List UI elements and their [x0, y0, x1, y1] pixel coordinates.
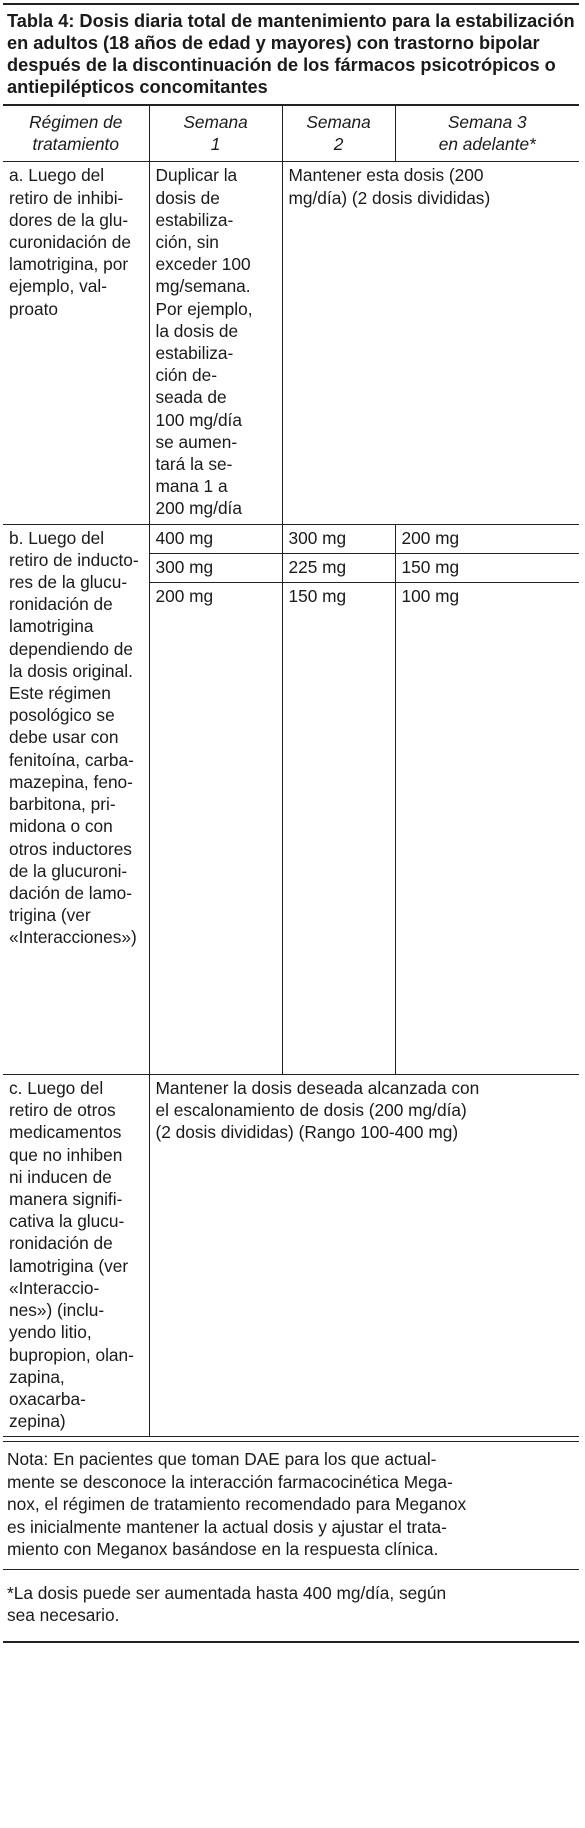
row-b-2-week-1: 300 mg: [149, 553, 282, 582]
row-b-1-week-3: 200 mg: [395, 524, 579, 553]
row-b-label: b. Luego del retiro de inducto- res de la glucu- ronidación de lamotrigina dependiendo de la dosis original. Este régimen posológico se debe usar con fenitoína, carba- mazepina, feno- barbitona, pri- midona o con otros inductores de la glucuroni- dación de lamo- trigina (ver «Interacciones»): [3, 524, 149, 1074]
table-footnote: *La dosis puede ser aumentada hasta 400 mg/día, según sea necesario.: [3, 1574, 579, 1643]
table-row-a: [3, 162, 579, 524]
document-page: [3, 3, 579, 1643]
header-row: [3, 106, 579, 162]
row-b-2-week-2: 225 mg: [282, 553, 395, 582]
row-b-2-week-3: 150 mg: [395, 553, 579, 582]
header-week-1: Semana 1: [149, 106, 282, 162]
table-row-c: [3, 1075, 579, 1437]
table-title: Tabla 4: Dosis diaria total de mantenimiento para la estabilización en adultos (18 años de edad y mayores) con trastorno bipolar después de la discontinuación de los fármacos psicotrópicos o antiepilépticos concomitantes: [3, 3, 579, 106]
row-a-week-1: Duplicar la dosis de estabiliza- ción, sin exceder 100 mg/semana. Por ejemplo, la dosis de estabiliza- ción de- seada de 100 mg/día se aumen- tará la se- mana 1 a 200 mg/día: [149, 162, 282, 524]
header-week-3: Semana 3 en adelante*: [395, 106, 579, 162]
row-c-dose: Mantener la dosis deseada alcanzada con el escalonamiento de dosis (200 mg/día) (2 dosis divididas) (Rango 100-400 mg): [149, 1075, 579, 1437]
row-c-label: c. Luego del retiro de otros medicamentos que no inhiben ni inducen de manera signifi- cativa la glucu- ronidación de lamotrigina (ver «Interaccio- nes») (inclu- yendo litio, bupropion, olan- zapina, oxacarba- zepina): [3, 1075, 149, 1437]
header-regimen: Régimen de tratamiento: [3, 106, 149, 162]
table-note: Nota: En pacientes que toman DAE para los que actual- mente se desconoce la interacción farmacocinética Mega- nox, el régimen de tratamiento recomendado para Meganox es inicialmente mantener la actual dosis y ajustar el trata- miento con Meganox basándose en la respuesta clínica.: [3, 1441, 579, 1570]
row-b-1-week-1: 400 mg: [149, 524, 282, 553]
row-b-3-week-3: 100 mg: [395, 583, 579, 1075]
row-b-3-week-2: 150 mg: [282, 583, 395, 1075]
table-row-b-1: [3, 524, 579, 553]
row-a-week-2-3: Mantener esta dosis (200 mg/día) (2 dosis divididas): [282, 162, 579, 524]
header-week-2: Semana 2: [282, 106, 395, 162]
row-a-label: a. Luego del retiro de inhibi- dores de la glu- curonidación de lamotrigina, por ejemplo, val- proato: [3, 162, 149, 524]
row-b-1-week-2: 300 mg: [282, 524, 395, 553]
row-b-3-week-1: 200 mg: [149, 583, 282, 1075]
dosage-table: [3, 106, 579, 1437]
